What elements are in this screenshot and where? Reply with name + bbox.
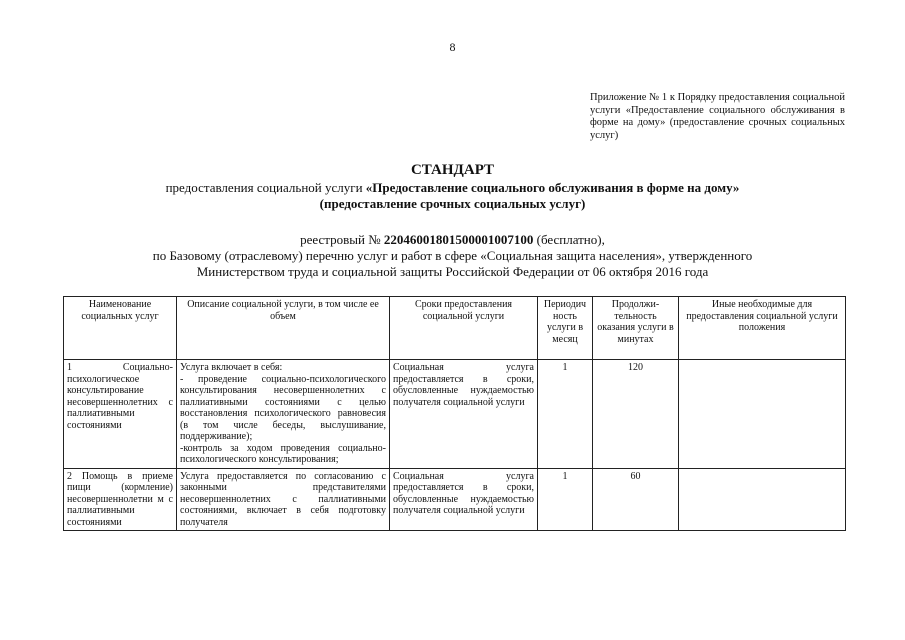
appendix-note: Приложение № 1 к Порядку предоставления социальной услуги «Предоставление социального обслуживания в форме на дому» (предоставление срочных социальных услуг): [590, 92, 845, 141]
row-terms: Социальная услуга предоставляется в сроки, обусловленные нуждаемостью получателя социальной услуги: [390, 360, 538, 469]
table-row: [64, 360, 846, 469]
registry-ministry: Министерством труда и социальной защиты Российской Федерации от 06 октября 2016 года: [196, 264, 709, 279]
registry-prefix: реестровый №: [300, 232, 384, 247]
document-title: СТАНДАРТ: [410, 162, 495, 178]
subtitle-prefix: предоставления социальной услуги: [165, 180, 366, 195]
standard-table: [63, 296, 846, 531]
row-periodicity: 1: [538, 360, 593, 469]
page-number: 8: [449, 40, 456, 54]
description-line: Услуга включает в себя:: [180, 362, 283, 373]
row-service-name: 2 Помощь в приеме пищи (кормление) несовершеннолетни м с паллиативными состояниями: [64, 468, 177, 531]
description-line: Услуга предоставляется по согласованию с законными представителями несовершеннолетних с паллиативными состояниями, включает в себя подготовку получателя: [180, 470, 386, 528]
row-periodicity: 1: [538, 468, 593, 531]
document-subtitle: [60, 180, 845, 212]
row-other-provisions: [679, 468, 846, 531]
subtitle-service-kind: (предоставление срочных социальных услуг): [319, 196, 586, 211]
registry-number: 22046001801500001007100: [383, 232, 534, 247]
table-row: [64, 468, 846, 531]
registry-block: [60, 232, 845, 280]
registry-basis: по Базовому (отраслевому) перечню услуг и работ в сфере «Социальная защита населения», утвержденного: [152, 248, 753, 263]
header-other-provisions: Иные необходимые для предоставления социальной услуги положения: [679, 297, 846, 360]
registry-suffix: (бесплатно),: [533, 232, 605, 247]
description-line: - проведение социально-психологического консультирования несовершеннолетних с паллиативными состояниями с целью восстановления психологического равновесия (в том числе беседы, выслушивание, поддерживание);: [180, 373, 386, 442]
header-duration: Продолжи-тельность оказания услуги в минутах: [593, 297, 679, 360]
header-service-name: Наименование социальных услуг: [64, 297, 177, 360]
description-line: -контроль за ходом проведения социально-психологического консультирования;: [180, 442, 386, 465]
header-terms: Сроки предоставления социальной услуги: [390, 297, 538, 360]
row-terms: Социальная услуга предоставляется в сроки, обусловленные нуждаемостью получателя социальной услуги: [390, 468, 538, 531]
row-duration: 60: [593, 468, 679, 531]
row-duration: 120: [593, 360, 679, 469]
header-description: Описание социальной услуги, в том числе ее объем: [177, 297, 390, 360]
row-service-name: 1 Социально-психологическое консультирование несовершеннолетних с паллиативными состояниями: [64, 360, 177, 469]
table-header-row: [64, 297, 846, 360]
row-description: [177, 360, 390, 469]
subtitle-service-name: «Предоставление социального обслуживания в форме на дому»: [365, 180, 740, 195]
row-description: [177, 468, 390, 531]
header-periodicity: Периодич ность услуги в месяц: [538, 297, 593, 360]
row-other-provisions: [679, 360, 846, 469]
